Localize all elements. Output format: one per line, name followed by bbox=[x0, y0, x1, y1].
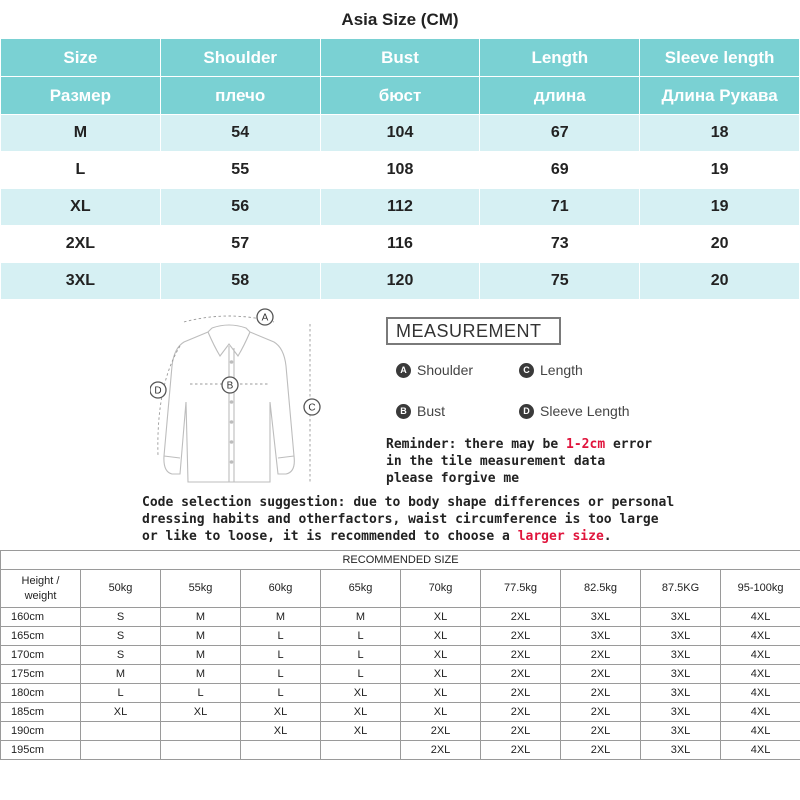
table-cell: 18 bbox=[640, 115, 800, 152]
height-cell: 195cm bbox=[1, 741, 81, 760]
table-cell: 57 bbox=[160, 226, 320, 263]
size-cell: M bbox=[161, 627, 241, 646]
size-cell bbox=[161, 722, 241, 741]
size-cell: 2XL bbox=[401, 741, 481, 760]
header-cell-ru: плечо bbox=[160, 77, 320, 115]
header-cell: Bust bbox=[320, 39, 480, 77]
letter-b-icon: B bbox=[396, 404, 411, 419]
size-cell: 2XL bbox=[561, 665, 641, 684]
size-cell: XL bbox=[161, 703, 241, 722]
size-cell: L bbox=[161, 684, 241, 703]
size-cell: XL bbox=[401, 703, 481, 722]
size-cell: M bbox=[81, 665, 161, 684]
badge-b bbox=[222, 377, 238, 393]
weight-header: 60kg bbox=[241, 570, 321, 608]
weight-header: 70kg bbox=[401, 570, 481, 608]
letter-c-icon: C bbox=[519, 363, 534, 378]
table-row bbox=[1, 152, 800, 189]
header-cell-ru: Размер bbox=[1, 77, 161, 115]
size-cell: M bbox=[241, 608, 321, 627]
size-cell: XL bbox=[401, 665, 481, 684]
header-cell-ru: длина bbox=[480, 77, 640, 115]
size-cell: L bbox=[241, 646, 321, 665]
size-cell bbox=[81, 722, 161, 741]
size-cell: 2XL bbox=[481, 646, 561, 665]
size-cell bbox=[81, 741, 161, 760]
size-cell: 2XL bbox=[481, 684, 561, 703]
table-row bbox=[1, 189, 800, 226]
suggestion-text: or like to loose, it is recommended to choose a bbox=[142, 529, 518, 544]
badge-a bbox=[257, 309, 273, 325]
reminder-error-range: 1-2cm bbox=[566, 437, 606, 452]
size-cell: 2XL bbox=[481, 665, 561, 684]
table-cell: M bbox=[1, 115, 161, 152]
size-cell: 4XL bbox=[721, 665, 800, 684]
table-row bbox=[1, 226, 800, 263]
legend-item-sleeve-length bbox=[519, 403, 630, 419]
size-cell: M bbox=[321, 608, 401, 627]
size-cell: S bbox=[81, 646, 161, 665]
height-cell: 170cm bbox=[1, 646, 81, 665]
size-cell: 3XL bbox=[641, 608, 721, 627]
size-cell: 2XL bbox=[481, 627, 561, 646]
weight-header: 82.5kg bbox=[561, 570, 641, 608]
table-row bbox=[1, 263, 800, 300]
shirt-outline bbox=[164, 325, 294, 482]
size-cell: 4XL bbox=[721, 646, 800, 665]
table-row bbox=[1, 115, 800, 152]
size-cell bbox=[321, 741, 401, 760]
reminder-line: in the tile measurement data bbox=[386, 454, 606, 469]
table-row bbox=[1, 741, 800, 760]
badge-d bbox=[150, 382, 166, 398]
legend-item-length bbox=[519, 362, 583, 378]
size-cell: XL bbox=[81, 703, 161, 722]
size-cell: 4XL bbox=[721, 608, 800, 627]
weight-header: 87.5KG bbox=[641, 570, 721, 608]
size-cell: 3XL bbox=[561, 608, 641, 627]
reminder-note bbox=[386, 436, 686, 487]
size-cell: L bbox=[321, 646, 401, 665]
legend-label: Sleeve Length bbox=[540, 403, 630, 419]
size-cell: 2XL bbox=[561, 722, 641, 741]
size-cell: 3XL bbox=[641, 722, 721, 741]
size-cell: 2XL bbox=[481, 741, 561, 760]
table-cell: 108 bbox=[320, 152, 480, 189]
table-cell: L bbox=[1, 152, 161, 189]
size-cell: 2XL bbox=[561, 684, 641, 703]
table-cell: 104 bbox=[320, 115, 480, 152]
table-cell: 69 bbox=[480, 152, 640, 189]
legend-item-bust bbox=[396, 403, 445, 419]
table-cell: 73 bbox=[480, 226, 640, 263]
size-cell: L bbox=[321, 627, 401, 646]
header-cell: Shoulder bbox=[160, 39, 320, 77]
size-cell: L bbox=[241, 627, 321, 646]
larger-size-highlight: larger size bbox=[517, 529, 604, 544]
table-cell: 120 bbox=[320, 263, 480, 300]
shirt-buttons bbox=[230, 360, 234, 464]
header-cell-ru: Длина Рукава bbox=[640, 77, 800, 115]
table-row bbox=[1, 703, 800, 722]
size-cell: S bbox=[81, 608, 161, 627]
size-cell: XL bbox=[321, 722, 401, 741]
suggestion-line: Code selection suggestion: due to body shape differences or personal bbox=[142, 495, 675, 510]
size-cell: 3XL bbox=[641, 665, 721, 684]
size-cell: XL bbox=[401, 608, 481, 627]
header-cell: Length bbox=[480, 39, 640, 77]
size-cell: XL bbox=[321, 703, 401, 722]
weight-header-row bbox=[1, 570, 800, 608]
weight-header: 50kg bbox=[81, 570, 161, 608]
table-cell: 75 bbox=[480, 263, 640, 300]
size-cell: 3XL bbox=[641, 741, 721, 760]
height-cell: 160cm bbox=[1, 608, 81, 627]
size-cell: S bbox=[81, 627, 161, 646]
badge-c bbox=[304, 399, 320, 415]
weight-header: 65kg bbox=[321, 570, 401, 608]
header-cell-ru: бюст bbox=[320, 77, 480, 115]
header-cell: Size bbox=[1, 39, 161, 77]
size-cell: 2XL bbox=[481, 703, 561, 722]
table-cell: 112 bbox=[320, 189, 480, 226]
size-cell: XL bbox=[241, 703, 321, 722]
legend-label: Bust bbox=[417, 403, 446, 419]
height-cell: 165cm bbox=[1, 627, 81, 646]
weight-header: 77.5kg bbox=[481, 570, 561, 608]
table-cell: 2XL bbox=[1, 226, 161, 263]
size-cell: 3XL bbox=[641, 703, 721, 722]
table-cell: 71 bbox=[480, 189, 640, 226]
table-cell: 20 bbox=[640, 263, 800, 300]
size-table bbox=[0, 0, 800, 300]
height-cell: 175cm bbox=[1, 665, 81, 684]
table-row bbox=[1, 608, 800, 627]
recommended-size-table bbox=[0, 550, 800, 760]
size-cell: XL bbox=[321, 684, 401, 703]
table-row bbox=[1, 684, 800, 703]
size-cell: 4XL bbox=[721, 741, 800, 760]
legend-item-shoulder bbox=[396, 362, 473, 378]
weight-header: 55kg bbox=[161, 570, 241, 608]
table-row bbox=[1, 627, 800, 646]
size-cell: 2XL bbox=[561, 741, 641, 760]
letter-a-icon: A bbox=[396, 363, 411, 378]
size-cell: XL bbox=[401, 627, 481, 646]
height-cell: 185cm bbox=[1, 703, 81, 722]
header-row-en bbox=[1, 39, 800, 77]
size-table-title: Asia Size (CM) bbox=[1, 1, 800, 39]
size-cell: 3XL bbox=[641, 684, 721, 703]
size-cell: L bbox=[81, 684, 161, 703]
size-cell: 4XL bbox=[721, 684, 800, 703]
reminder-text: error bbox=[605, 437, 653, 452]
table-cell: 58 bbox=[160, 263, 320, 300]
table-row bbox=[1, 646, 800, 665]
size-cell bbox=[241, 741, 321, 760]
legend-label: Shoulder bbox=[417, 362, 474, 378]
table-cell: 55 bbox=[160, 152, 320, 189]
table-cell: 19 bbox=[640, 189, 800, 226]
table-cell: XL bbox=[1, 189, 161, 226]
size-cell: 2XL bbox=[481, 722, 561, 741]
size-cell: 3XL bbox=[641, 627, 721, 646]
size-cell: 3XL bbox=[641, 646, 721, 665]
badge-c-label: C bbox=[308, 402, 316, 414]
height-weight-corner: Height / weight bbox=[1, 570, 81, 608]
shirt-measurement-diagram bbox=[150, 306, 340, 492]
header-row-ru bbox=[1, 77, 800, 115]
suggestion-line: dressing habits and otherfactors, waist circumference is too large bbox=[142, 512, 659, 527]
recommended-rows bbox=[1, 608, 800, 760]
recommended-title: RECOMMENDED SIZE bbox=[1, 551, 800, 570]
badge-a-label: A bbox=[261, 312, 269, 324]
letter-d-icon: D bbox=[519, 404, 534, 419]
size-cell: L bbox=[241, 684, 321, 703]
table-cell: 20 bbox=[640, 226, 800, 263]
table-cell: 19 bbox=[640, 152, 800, 189]
size-cell: 2XL bbox=[481, 608, 561, 627]
size-cell: XL bbox=[401, 646, 481, 665]
size-cell: XL bbox=[401, 684, 481, 703]
size-cell: L bbox=[321, 665, 401, 684]
measurement-title: MEASUREMENT bbox=[386, 317, 561, 345]
table-cell: 67 bbox=[480, 115, 640, 152]
table-cell: 54 bbox=[160, 115, 320, 152]
table-cell: 3XL bbox=[1, 263, 161, 300]
height-cell: 190cm bbox=[1, 722, 81, 741]
suggestion-text: . bbox=[603, 529, 612, 544]
size-cell: L bbox=[241, 665, 321, 684]
size-cell: 4XL bbox=[721, 627, 800, 646]
table-row bbox=[1, 722, 800, 741]
size-cell: XL bbox=[241, 722, 321, 741]
badge-b-label: B bbox=[226, 380, 234, 392]
height-cell: 180cm bbox=[1, 684, 81, 703]
size-cell: 3XL bbox=[561, 627, 641, 646]
legend-label: Length bbox=[540, 362, 583, 378]
weight-header: 95-100kg bbox=[721, 570, 800, 608]
size-cell bbox=[161, 741, 241, 760]
size-cell: 2XL bbox=[561, 703, 641, 722]
reminder-text: Reminder: there may be bbox=[386, 437, 567, 452]
size-cell: 2XL bbox=[561, 646, 641, 665]
size-cell: 2XL bbox=[401, 722, 481, 741]
badge-d-label: D bbox=[154, 385, 162, 397]
size-cell: M bbox=[161, 665, 241, 684]
size-cell: 4XL bbox=[721, 703, 800, 722]
size-cell: M bbox=[161, 608, 241, 627]
size-suggestion-note bbox=[142, 494, 722, 545]
header-cell: Sleeve length bbox=[640, 39, 800, 77]
size-cell: 4XL bbox=[721, 722, 800, 741]
table-row bbox=[1, 665, 800, 684]
size-cell: M bbox=[161, 646, 241, 665]
table-cell: 56 bbox=[160, 189, 320, 226]
reminder-line: please forgive me bbox=[386, 471, 520, 486]
table-cell: 116 bbox=[320, 226, 480, 263]
